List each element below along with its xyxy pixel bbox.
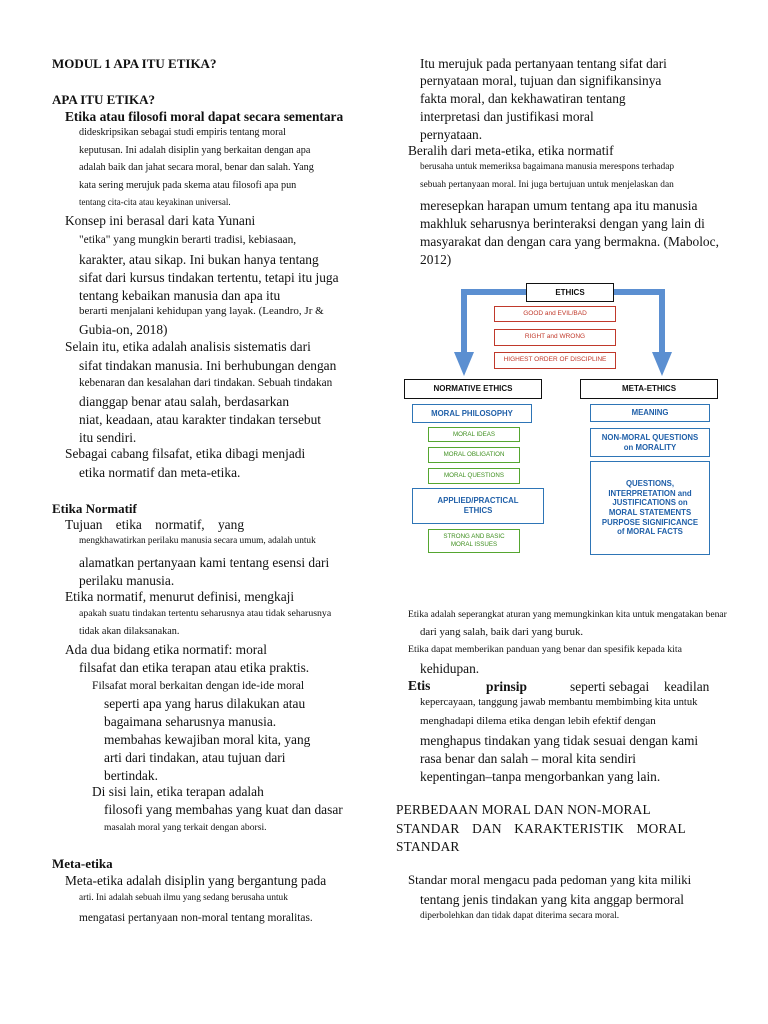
section-line: STANDAR xyxy=(396,839,460,854)
paragraph-line: fakta moral, dan kekhawatiran tentang xyxy=(420,91,626,106)
bullet-line: kepentingan–tanpa mengorbankan yang lain. xyxy=(420,769,661,784)
bullet-line: meresepkan harapan umum tentang apa itu manusia xyxy=(420,198,698,213)
bullet-line: alamatkan pertanyaan kami tentang esensi dari xyxy=(79,555,330,570)
moral-philosophy-box: MORAL PHILOSOPHY xyxy=(412,404,532,423)
modul-title: MODUL 1 APA ITU ETIKA? xyxy=(52,56,217,71)
highest-order-box: HIGHEST ORDER OF DISCIPLINE xyxy=(494,352,616,369)
bullet-line: bagaimana seharusnya manusia. xyxy=(104,714,277,729)
meaning-box: MEANING xyxy=(590,404,710,422)
bullet-line: kata sering merujuk pada skema atau filosofi apa pun xyxy=(79,180,297,191)
strong-basic-box: STRONG AND BASIC MORAL ISSUES xyxy=(428,529,520,553)
bullet-line: dideskripsikan sebagai studi empiris tentang moral xyxy=(79,127,286,138)
bullet-line: masyarakat dan dengan cara yang bermakna. (Maboloc, xyxy=(420,234,719,249)
bullet-line: Etika atau filosofi moral dapat secara sementara xyxy=(65,109,344,124)
word-prinsip: prinsip xyxy=(486,679,527,694)
normative-ethics-box: NORMATIVE ETHICS xyxy=(404,379,542,399)
bullet-line: menghadapi dilema etika dengan lebih efektif dengan xyxy=(420,715,656,727)
bullet-line: tentang jenis tindakan yang kita anggap bermoral xyxy=(420,892,685,907)
bullet-line: tidak akan dilaksanakan. xyxy=(79,626,180,637)
bullet-line: Sebagai cabang filsafat, etika dibagi menjadi xyxy=(65,446,306,461)
moral-ideas-box: MORAL IDEAS xyxy=(428,427,520,442)
bullet-line: kebenaran dan kesalahan dari tindakan. Sebuah tindakan xyxy=(79,377,333,389)
bullet-line: dari yang salah, baik dari yang buruk. xyxy=(420,626,584,638)
bullet-line: diperbolehkan dan tidak dapat diterima secara moral. xyxy=(420,911,620,921)
bullet-line: Etika normatif, menurut definisi, mengkaji xyxy=(65,589,295,604)
bullet-line: Ada dua bidang etika normatif: moral xyxy=(65,642,267,657)
meta-etika-heading: Meta-etika xyxy=(52,856,113,871)
bullet-line: Meta-etika adalah disiplin yang bergantung pada xyxy=(65,873,327,888)
bullet-line: makhluk seharusnya berinteraksi dengan yang lain di xyxy=(420,216,705,231)
meta-ethics-box: META-ETHICS xyxy=(580,379,718,399)
bullet-line: etika normatif dan meta-etika. xyxy=(79,465,241,480)
bullet-line: Etika adalah seperangkat aturan yang memungkinkan kita untuk mengatakan benar xyxy=(408,609,727,620)
bullet-line: menghapus tindakan yang tidak sesuai dengan kami xyxy=(420,733,699,748)
bullet-line: sebuah pertanyaan moral. Ini juga bertujuan untuk menjelaskan dan xyxy=(420,180,674,190)
bullet-line: sifat dari kursus tindakan tertentu, tetapi itu juga xyxy=(79,270,339,285)
bullet-line: kepercayaan, tanggung jawab membantu membimbing kita untuk xyxy=(420,697,698,708)
paragraph-line: pernyataan moral, tujuan dan signifikansinya xyxy=(420,73,662,88)
bullet-line: masalah moral yang terkait dengan aborsi. xyxy=(104,822,267,833)
moral-questions-box: MORAL QUESTIONS xyxy=(428,468,520,484)
good-evil-box: GOOD and EVIL/BAD xyxy=(494,306,616,322)
bullet-line: tentang cita-cita atau keyakinan universal. xyxy=(79,197,231,207)
paragraph-line: Itu merujuk pada pertanyaan tentang sifat dari xyxy=(420,56,667,71)
word-keadilan: keadilan xyxy=(664,679,710,694)
bullet-line: mengkhawatirkan perilaku manusia secara umum, adalah untuk xyxy=(79,536,316,546)
bullet-line: "etika" yang mungkin berarti tradisi, kebiasaan, xyxy=(79,234,297,246)
bullet-line: membahas kewajiban moral kita, yang xyxy=(104,732,311,747)
bullet-line: Filsafat moral berkaitan dengan ide-ide moral xyxy=(92,679,305,692)
right-wrong-box: RIGHT and WRONG xyxy=(494,329,616,346)
bullet-line: Beralih dari meta-etika, etika normatif xyxy=(408,143,614,158)
bullet-line: Konsep ini berasal dari kata Yunani xyxy=(65,213,256,228)
bullet-line: arti dari tindakan, atau tujuan dari xyxy=(104,750,286,765)
bullet-line: filosofi yang membahas yang kuat dan dasar xyxy=(104,802,343,817)
bullet-line: dianggap benar atau salah, berdasarkan xyxy=(79,394,290,409)
arrow-head-meta xyxy=(652,352,672,376)
applied-practical-box: APPLIED/PRACTICAL ETHICS xyxy=(412,488,544,524)
bullet-line: sifat tindakan manusia. Ini berhubungan dengan xyxy=(79,358,337,373)
section-line: PERBEDAAN MORAL DAN NON-MORAL xyxy=(396,802,651,817)
bullet-line: Tujuan etika normatif, yang xyxy=(65,517,245,532)
bullet-line: berarti menjalani kehidupan yang layak. (Leandro, Jr & xyxy=(79,305,324,317)
word-etis: Etis xyxy=(408,678,431,693)
bullet-line: Di sisi lain, etika terapan adalah xyxy=(92,784,264,799)
bullet-line: karakter, atau sikap. Ini bukan hanya tentang xyxy=(79,252,319,267)
bullet-line: berusaha untuk memeriksa bagaimana manusia merespons terhadap xyxy=(420,162,675,172)
etika-normatif-heading: Etika Normatif xyxy=(52,501,137,516)
bullet-line: kehidupan. xyxy=(420,661,480,676)
bullet-line: niat, keadaan, atau karakter tindakan tersebut xyxy=(79,412,322,427)
bullet-line: itu sendiri. xyxy=(79,430,137,445)
apa-itu-etika-heading: APA ITU ETIKA? xyxy=(52,92,156,107)
questions-interpretation-box: QUESTIONS, INTERPRETATION and JUSTIFICATIONS on MORAL STATEMENTS PURPOSE SIGNIFICANCE of MORAL FACTS xyxy=(590,461,710,555)
bullet-line: tentang kebaikan manusia dan apa itu xyxy=(79,288,281,303)
arrow-head-normative xyxy=(454,352,474,376)
bullet-line: mengatasi pertanyaan non-moral tentang moralitas. xyxy=(79,912,313,924)
bullet-line: adalah baik dan jahat secara moral, benar dan salah. Yang xyxy=(79,162,314,173)
bullet-line: Gubia-on, 2018) xyxy=(79,322,168,337)
bullet-line: arti. Ini adalah sebuah ilmu yang sedang berusaha untuk xyxy=(79,893,288,903)
bullet-line: Selain itu, etika adalah analisis sistematis dari xyxy=(65,339,311,354)
ethics-box: ETHICS xyxy=(526,283,614,302)
bullet-line: filsafat dan etika terapan atau etika praktis. xyxy=(79,660,310,675)
paragraph-line: pernyataan. xyxy=(420,127,483,142)
bullet-line: perilaku manusia. xyxy=(79,573,175,588)
bullet-line: rasa benar dan salah – moral kita sendiri xyxy=(420,751,637,766)
bullet-line: 2012) xyxy=(420,252,452,267)
ethics-diagram xyxy=(404,280,722,562)
bullet-line: Etika dapat memberikan panduan yang benar dan spesifik kepada kita xyxy=(408,644,682,655)
bullet-line: Standar moral mengacu pada pedoman yang kita miliki xyxy=(408,873,692,887)
section-line: STANDAR DAN KARAKTERISTIK MORAL xyxy=(396,821,686,836)
bullet-line: seperti apa yang harus dilakukan atau xyxy=(104,696,306,711)
non-moral-questions-box: NON-MORAL QUESTIONS on MORALITY xyxy=(590,428,710,457)
paragraph-line: interpretasi dan justifikasi moral xyxy=(420,109,594,124)
bullet-line: apakah suatu tindakan tertentu seharusnya atau tidak seharusnya xyxy=(79,608,332,619)
arrow-to-meta xyxy=(614,292,662,354)
bullet-line: keputusan. Ini adalah disiplin yang berkaitan dengan apa xyxy=(79,145,311,156)
bullet-line: bertindak. xyxy=(104,768,158,783)
moral-obligation-box: MORAL OBLIGATION xyxy=(428,447,520,463)
word-seperti-sebagai: seperti sebagai xyxy=(570,679,650,694)
